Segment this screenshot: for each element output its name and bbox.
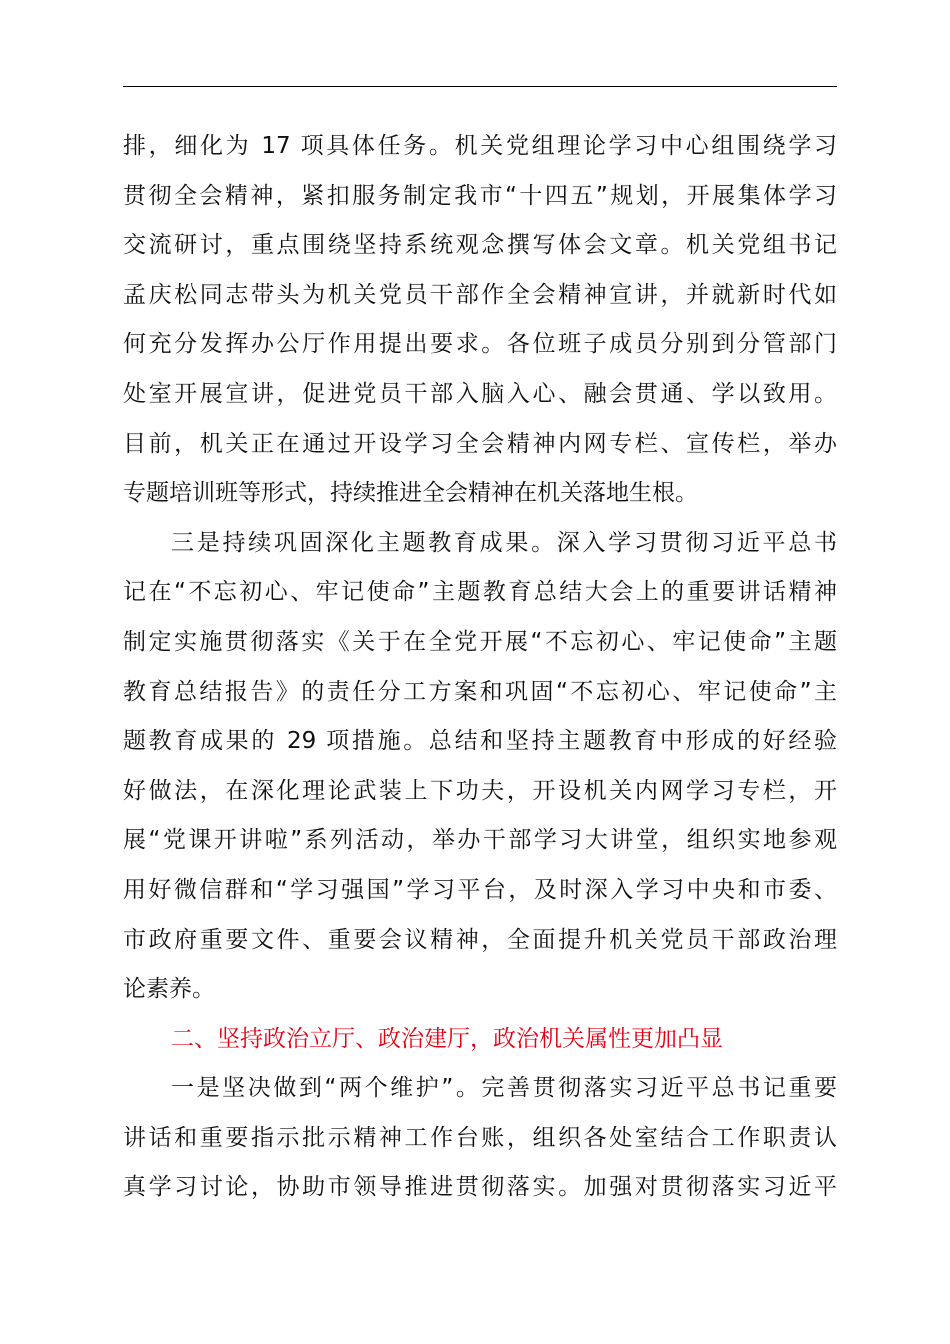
text-line: 专题培训班等形式，持续推进全会精神在机关落地生根。 <box>123 480 698 507</box>
text-line: 三是持续巩固深化主题教育成果。深入学习贯彻习近平总书 <box>171 529 837 556</box>
text-line: 好做法，在深化理论武装上下功夫，开设机关内网学习专栏，开 <box>123 777 837 804</box>
text-line: 记在“不忘初心、牢记使命”主题教育总结大会上的重要讲话精神 <box>123 579 837 606</box>
document-body <box>123 122 837 1213</box>
text-line: 讲话和重要指示批示精神工作台账，组织各处室结合工作职责认 <box>123 1124 837 1151</box>
section-heading: 二、坚持政治立厅、政治建厅，政治机关属性更加凸显 <box>171 1025 723 1052</box>
text-line: 目前，机关正在通过开设学习全会精神内网专栏、宣传栏，举办 <box>123 430 837 457</box>
header-rule <box>123 86 837 87</box>
text-line: 处室开展宣讲，促进党员干部入脑入心、融会贯通、学以致用。 <box>123 380 837 407</box>
text-line: 排，细化为 17 项具体任务。机关党组理论学习中心组围绕学习 <box>123 133 837 159</box>
text-line: 市政府重要文件、重要会议精神，全面提升机关党员干部政治理 <box>123 926 837 953</box>
text-line: 贯彻全会精神，紧扣服务制定我市“十四五”规划，开展集体学习 <box>123 182 837 209</box>
text-line: 何充分发挥办公厅作用提出要求。各位班子成员分别到分管部门 <box>123 331 837 358</box>
text-line: 交流研讨，重点围绕坚持系统观念撰写体会文章。机关党组书记 <box>123 232 837 259</box>
text-line: 孟庆松同志带头为机关党员干部作全会精神宣讲，并就新时代如 <box>123 281 837 308</box>
text-line: 题教育成果的 29 项措施。总结和坚持主题教育中形成的好经验 <box>123 728 837 755</box>
text-line: 一是坚决做到“两个维护”。完善贯彻落实习近平总书记重要 <box>171 1075 837 1102</box>
text-line: 真学习讨论，协助市领导推进贯彻落实。加强对贯彻落实习近平 <box>123 1174 837 1201</box>
text-line: 教育总结报告》的责任分工方案和巩固“不忘初心、牢记使命”主 <box>123 678 837 705</box>
text-line: 制定实施贯彻落实《关于在全党开展“不忘初心、牢记使命”主题 <box>123 628 837 655</box>
text-line: 展“党课开讲啦”系列活动，举办干部学习大讲堂，组织实地参观 <box>123 827 837 854</box>
text-line: 论素养。 <box>123 976 215 1003</box>
text-line: 用好微信群和“学习强国”学习平台，及时深入学习中央和市委、 <box>123 876 837 903</box>
